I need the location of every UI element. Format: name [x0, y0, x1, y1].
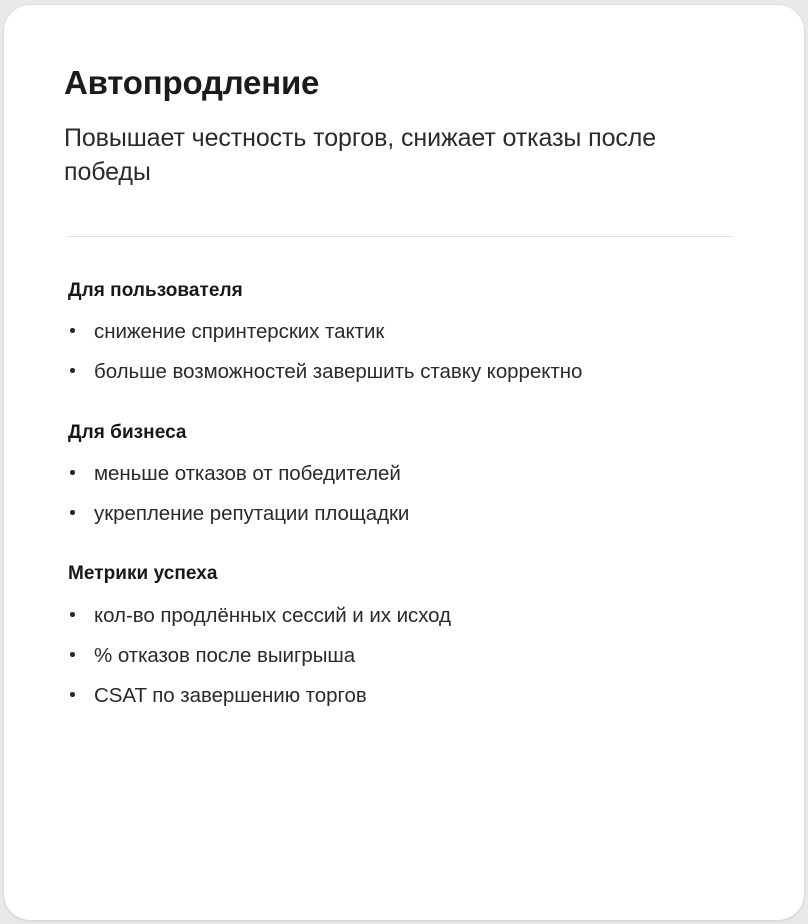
bullet-list: [64, 317, 748, 386]
page-subtitle: Повышает честность торгов, снижает отказы после победы: [64, 123, 657, 187]
page-title: Автопродление: [64, 64, 320, 101]
section-for-user: [64, 279, 748, 387]
list-item-text: меньше отказов от победителей: [94, 462, 401, 486]
list-item-text: CSAT по завершению торгов: [94, 684, 367, 708]
list-item-text: больше возможностей завершить ставку корректно: [94, 360, 583, 384]
list-item: [64, 681, 694, 710]
list-item: [64, 357, 694, 386]
card-content: [4, 5, 804, 710]
bullet-dot-icon: [70, 612, 75, 617]
list-item: [64, 641, 694, 670]
section-divider: [68, 236, 732, 237]
sections-container: [64, 279, 748, 711]
list-item: [64, 499, 694, 528]
section-success-metrics: [64, 562, 748, 710]
bullet-dot-icon: [70, 652, 75, 657]
list-item-text: кол-во продлённых сессий и их исход: [94, 604, 451, 628]
section-for-business: [64, 421, 748, 529]
bullet-list: [64, 601, 748, 710]
bullet-dot-icon: [70, 470, 75, 475]
section-heading: Для пользователя: [68, 279, 243, 301]
bullet-dot-icon: [70, 368, 75, 373]
bullet-dot-icon: [70, 692, 75, 697]
list-item: [64, 601, 694, 630]
bullet-dot-icon: [70, 510, 75, 515]
bullet-dot-icon: [70, 328, 75, 333]
list-item: [64, 317, 694, 346]
info-card: [4, 5, 804, 920]
list-item-text: % отказов после выигрыша: [94, 644, 356, 668]
bullet-list: [64, 459, 748, 528]
section-heading: Метрики успеха: [68, 563, 218, 585]
list-item: [64, 459, 694, 488]
list-item-text: укрепление репутации площадки: [94, 502, 410, 526]
list-item-text: снижение спринтерских тактик: [94, 320, 385, 344]
section-heading: Для бизнеса: [68, 421, 187, 443]
